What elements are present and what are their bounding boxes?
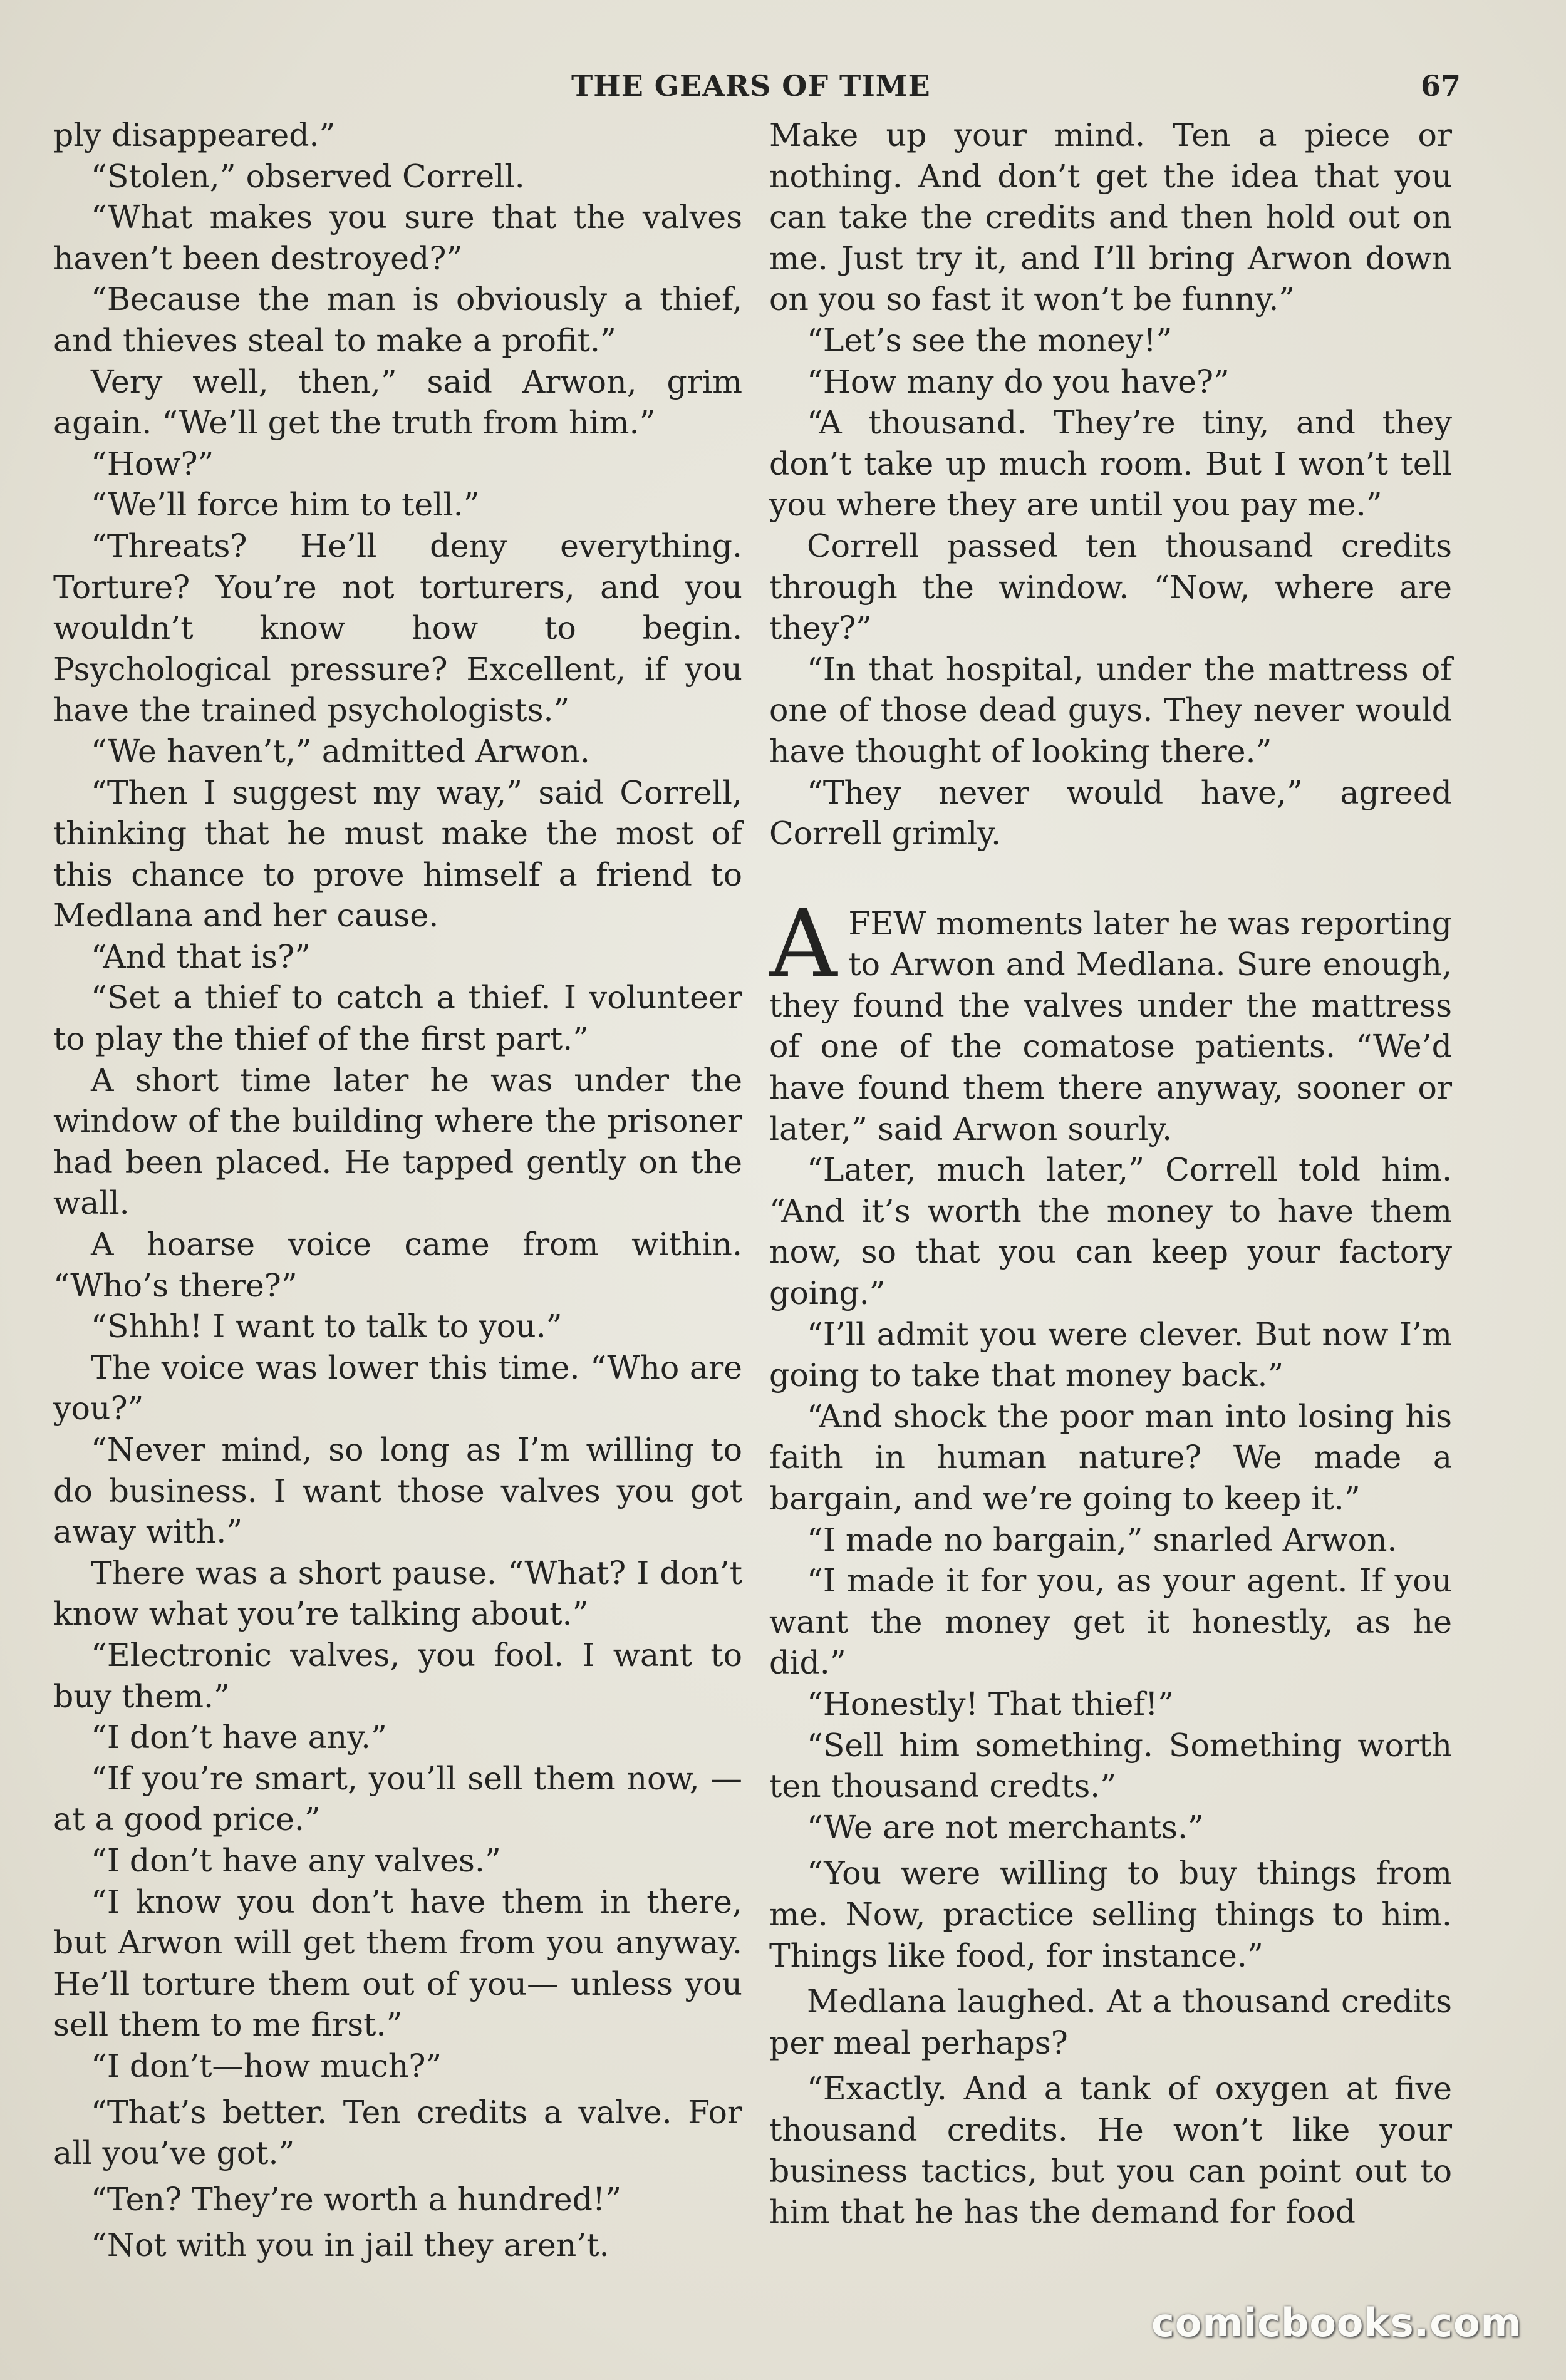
paragraph: “You were willing to buy things from me. Now, practice selling things to him. Things like food, for instance.” (769, 1855, 1452, 1974)
dropcap-paragraph-text: FEW moments later he was reporting to Arwon and Medlana. Sure enough, they found the valves under the mattress of one of the comatose patients. “We’d have found them there anyway, sooner or later,” said Arwon sourly. (769, 904, 1452, 1147)
page-header (0, 63, 1566, 119)
paragraph: “I don’t have any.” (91, 1719, 387, 1756)
paragraph: The voice was lower this time. “Who are you?” (53, 1348, 742, 1427)
paragraph: “Ten? They’re worth a hundred!” (91, 2180, 622, 2218)
paragraph: “Sell him something. Something worth ten thousand credts.” (769, 1726, 1452, 1805)
paragraph: “We are not merchants.” (807, 1808, 1204, 1846)
paragraph: “And that is?” (91, 938, 311, 975)
paragraph: “That’s better. Ten credits a valve. For all you’ve got.” (53, 2093, 742, 2172)
section-break (769, 854, 1452, 903)
paragraph: A short time later he was under the window of the building where the prisoner had been placed. He tapped gently on the wall. (53, 1061, 742, 1222)
paragraph: “What makes you sure that the valves haven’t been destroyed?” (53, 199, 742, 277)
paragraph: “Shhh! I want to talk to you.” (91, 1308, 563, 1345)
paragraph: “Exactly. And a tank of oxygen at five thousand credits. He won’t like your business tactics, but you can point out to him that he has the demand for food (769, 2070, 1452, 2231)
paragraph: “Later, much later,” Correll told him. “And it’s worth the money to have them now, so that you can keep your factory going.” (769, 1151, 1452, 1312)
paragraph: “Never mind, so long as I’m willing to do business. I want those valves you got away with.” (53, 1431, 742, 1551)
paragraph: “Then I suggest my way,” said Correll, thinking that he must make the most of this chance to prove himself a friend to Medlana and her cause. (53, 773, 742, 934)
page-number: 67 (1421, 69, 1461, 103)
paragraph: “We’ll force him to tell.” (91, 486, 480, 524)
watermark: comicbooks.com (1151, 2300, 1522, 2346)
paragraph: “How many do you have?” (807, 363, 1230, 400)
paragraph: “In that hospital, under the mattress of one of those dead guys. They never would have thought of looking there.” (769, 650, 1452, 770)
dropcap-paragraph (769, 889, 1452, 1150)
paragraph: Medlana laughed. At a thousand credits per meal perhaps? (769, 1983, 1452, 2061)
paragraph: A hoarse voice came from within. “Who’s there?” (53, 1226, 742, 1304)
paragraph: Correll passed ten thousand credits through the window. “Now, where are they?” (769, 527, 1452, 647)
paragraph: “Because the man is obviously a thief, and thieves steal to make a profit.” (53, 281, 742, 359)
paragraph: Make up your mind. Ten a piece or nothing. And don’t get the idea that you can take the credits and then hold out on me. Just try it, and I’ll bring Arwon down on you so fast it won’t be funny.” (769, 116, 1452, 318)
paragraph: “I made no bargain,” snarled Arwon. (807, 1521, 1397, 1558)
paragraph: Very well, then,” said Arwon, grim again. “We’ll get the truth from him.” (53, 363, 742, 442)
paragraph: “Not with you in jail they aren’t. (91, 2227, 609, 2264)
paragraph: There was a short pause. “What? I don’t know what you’re talking about.” (53, 1554, 742, 1633)
paragraph: “Stolen,” observed Correll. (91, 157, 525, 195)
running-title: THE GEARS OF TIME (571, 69, 931, 103)
paragraph: ply disappeared.” (53, 116, 336, 153)
paragraph: “I don’t have any valves.” (91, 1841, 501, 1879)
paragraph: “Threats? He’ll deny everything. Torture? You’re not torturers, and you wouldn’t know how to begin. Psychological pressure? Excellent, if you have the trained psychologists.” (53, 527, 742, 729)
paragraph: “Set a thief to catch a thief. I volunteer to play the thief of the first part.” (53, 979, 742, 1058)
paragraph: “They never would have,” agreed Correll grimly. (769, 773, 1452, 852)
drop-cap: A (769, 889, 837, 999)
paragraph: “Electronic valves, you fool. I want to buy them.” (53, 1636, 742, 1715)
right-column (769, 115, 1452, 2233)
paragraph: “I don’t—how much?” (91, 2047, 442, 2084)
paragraph: “A thousand. They’re tiny, and they don’t take up much room. But I won’t tell you where they are until you pay me.” (769, 404, 1452, 524)
paragraph: “And shock the poor man into losing his faith in human nature? We made a bargain, and we’re going to keep it.” (769, 1397, 1452, 1517)
paragraph: “Honestly! That thief!” (807, 1685, 1174, 1722)
paragraph: “How?” (91, 445, 214, 482)
paragraph: “I made it for you, as your agent. If you want the money get it honestly, as he did.” (769, 1562, 1452, 1682)
paragraph: “If you’re smart, you’ll sell them now, —at a good price.” (53, 1759, 742, 1838)
paragraph: “I know you don’t have them in there, but Arwon will get them from you anyway. He’ll torture them out of you— unless you sell them to me first.” (53, 1883, 742, 2044)
paragraph: “I’ll admit you were clever. But now I’m going to take that money back.” (769, 1315, 1452, 1394)
paragraph: “Let’s see the money!” (807, 321, 1173, 359)
paragraph: “We haven’t,” admitted Arwon. (91, 732, 590, 770)
left-column (53, 115, 742, 2266)
